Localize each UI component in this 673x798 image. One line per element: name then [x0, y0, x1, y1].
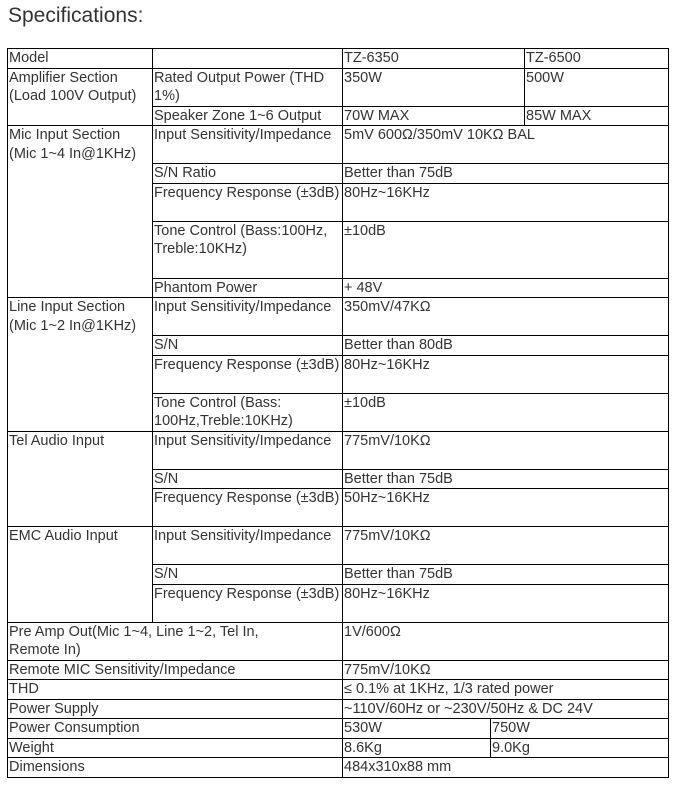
- rated-output-label: Rated Output Power (THD 1%): [153, 68, 343, 106]
- tel-frequency-label: Frequency Response (±3dB): [153, 489, 343, 527]
- rated-output-tz6500: 500W: [525, 68, 669, 106]
- power-consumption-tz6500: 750W: [491, 719, 669, 739]
- remote-mic-value: 775mV/10KΩ: [343, 660, 669, 680]
- emc-sn-value: Better than 75dB: [343, 565, 669, 585]
- weight-tz6350: 8.6Kg: [343, 738, 491, 758]
- remote-mic-label: Remote MIC Sensitivity/Impedance: [8, 660, 343, 680]
- table-row: [8, 719, 669, 739]
- mic-tone-label: Tone Control (Bass:100Hz, Treble:10KHz): [153, 221, 343, 278]
- power-consumption-tz6350: 530W: [343, 719, 491, 739]
- line-frequency-value: 80Hz~16KHz: [343, 355, 669, 393]
- line-frequency-label: Frequency Response (±3dB): [153, 355, 343, 393]
- table-row: [8, 431, 669, 469]
- tel-sn-value: Better than 75dB: [343, 469, 669, 489]
- tel-audio-section-label: Tel Audio Input: [8, 431, 153, 527]
- rated-output-tz6350: 350W: [343, 68, 525, 106]
- pre-amp-out-label: Pre Amp Out(Mic 1~4, Line 1~2, Tel In, Remote In): [8, 622, 343, 660]
- model-tz6350: TZ-6350: [343, 49, 525, 69]
- tel-sensitivity-value: 775mV/10KΩ: [343, 431, 669, 469]
- model-spacer: [153, 49, 343, 69]
- mic-sn-label: S/N Ratio: [153, 164, 343, 184]
- mic-phantom-label: Phantom Power: [153, 278, 343, 298]
- power-supply-value: ~110V/60Hz or ~230V/50Hz & DC 24V: [343, 699, 669, 719]
- emc-frequency-label: Frequency Response (±3dB): [153, 584, 343, 622]
- emc-sensitivity-value: 775mV/10KΩ: [343, 527, 669, 565]
- speaker-zone-tz6350: 70W MAX: [343, 106, 525, 126]
- tel-frequency-value: 50Hz~16KHz: [343, 489, 669, 527]
- thd-value: ≤ 0.1% at 1KHz, 1/3 rated power: [343, 680, 669, 700]
- table-row: [8, 699, 669, 719]
- line-sn-value: Better than 80dB: [343, 336, 669, 356]
- table-row: [8, 660, 669, 680]
- weight-label: Weight: [8, 738, 343, 758]
- line-input-section-label: Line Input Section (Mic 1~2 In@1KHz): [8, 298, 153, 432]
- emc-sn-label: S/N: [153, 565, 343, 585]
- mic-phantom-value: + 48V: [343, 278, 669, 298]
- mic-frequency-value: 80Hz~16KHz: [343, 183, 669, 221]
- mic-frequency-label: Frequency Response (±3dB): [153, 183, 343, 221]
- dimensions-label: Dimensions: [8, 758, 343, 778]
- mic-tone-value: ±10dB: [343, 221, 669, 278]
- emc-frequency-value: 80Hz~16KHz: [343, 584, 669, 622]
- weight-tz6500: 9.0Kg: [491, 738, 669, 758]
- table-row: [8, 49, 669, 69]
- power-supply-label: Power Supply: [8, 699, 343, 719]
- table-row: [8, 680, 669, 700]
- table-row: [8, 527, 669, 565]
- line-tone-value: ±10dB: [343, 393, 669, 431]
- speaker-zone-label: Speaker Zone 1~6 Output: [153, 106, 343, 126]
- model-label: Model: [8, 49, 153, 69]
- dimensions-value: 484x310x88 mm: [343, 758, 669, 778]
- model-tz6500: TZ-6500: [525, 49, 669, 69]
- mic-sensitivity-value: 5mV 600Ω/350mV 10KΩ BAL: [343, 126, 669, 164]
- thd-label: THD: [8, 680, 343, 700]
- table-row: [8, 298, 669, 336]
- line-sensitivity-value: 350mV/47KΩ: [343, 298, 669, 336]
- power-consumption-label: Power Consumption: [8, 719, 343, 739]
- speaker-zone-tz6500: 85W MAX: [525, 106, 669, 126]
- specifications-table: [7, 48, 669, 778]
- table-row: [8, 126, 669, 164]
- mic-sensitivity-label: Input Sensitivity/Impedance: [153, 126, 343, 164]
- pre-amp-out-value: 1V/600Ω: [343, 622, 669, 660]
- line-tone-label: Tone Control (Bass: 100Hz,Treble:10KHz): [153, 393, 343, 431]
- table-row: [8, 738, 669, 758]
- emc-sensitivity-label: Input Sensitivity/Impedance: [153, 527, 343, 565]
- table-row: [8, 68, 669, 106]
- line-sn-label: S/N: [153, 336, 343, 356]
- mic-input-section-label: Mic Input Section (Mic 1~4 In@1KHz): [8, 126, 153, 298]
- table-row: [8, 622, 669, 660]
- table-row: [8, 758, 669, 778]
- mic-sn-value: Better than 75dB: [343, 164, 669, 184]
- line-sensitivity-label: Input Sensitivity/Impedance: [153, 298, 343, 336]
- emc-audio-section-label: EMC Audio Input: [8, 527, 153, 623]
- tel-sn-label: S/N: [153, 469, 343, 489]
- amplifier-section-label: Amplifier Section (Load 100V Output): [8, 68, 153, 126]
- tel-sensitivity-label: Input Sensitivity/Impedance: [153, 431, 343, 469]
- page-title: Specifications:: [8, 4, 144, 27]
